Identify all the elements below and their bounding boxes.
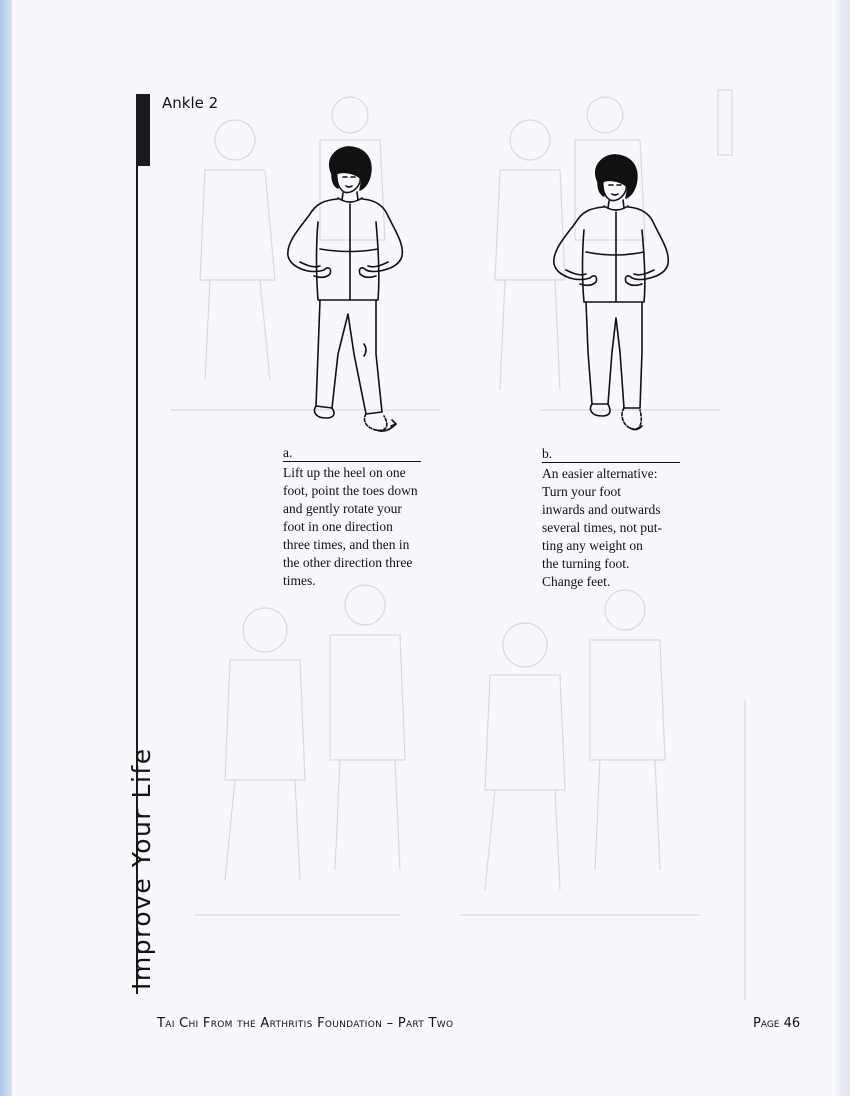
caption-line: several times, not put- [542, 520, 662, 535]
page-number: Page 46 [753, 1016, 801, 1031]
figure-a-caption [283, 445, 421, 590]
figure-a-label: a. [283, 445, 421, 462]
caption-line: Change feet. [542, 574, 611, 589]
caption-line: foot in one direction [283, 519, 393, 534]
page-right-edge [836, 0, 850, 1096]
figure-b-caption [542, 446, 680, 591]
caption-line: An easier alternative: [542, 466, 658, 481]
caption-line: ting any weight on [542, 538, 643, 553]
figure-a-illustration [280, 144, 410, 444]
caption-line: Turn your foot [542, 484, 622, 499]
caption-line: the other direction three [283, 555, 413, 570]
caption-line: foot, point the toes down [283, 483, 418, 498]
section-title: Ankle 2 [162, 94, 219, 112]
figure-b-illustration [546, 152, 676, 442]
caption-line: times. [283, 573, 316, 588]
caption-line: the turning foot. [542, 556, 630, 571]
caption-line: inwards and outwards [542, 502, 661, 517]
chapter-side-title: Improve Your Life [127, 747, 156, 990]
figure-b-label: b. [542, 446, 680, 463]
page-scan-edge [0, 0, 12, 1096]
caption-line: three times, and then in [283, 537, 410, 552]
section-tab-marker [138, 94, 150, 166]
caption-line: and gently rotate your [283, 501, 402, 516]
running-footer-title: Tai Chi From the Arthritis Foundation – Part Two [157, 1016, 454, 1031]
caption-line: Lift up the heel on one [283, 465, 406, 480]
